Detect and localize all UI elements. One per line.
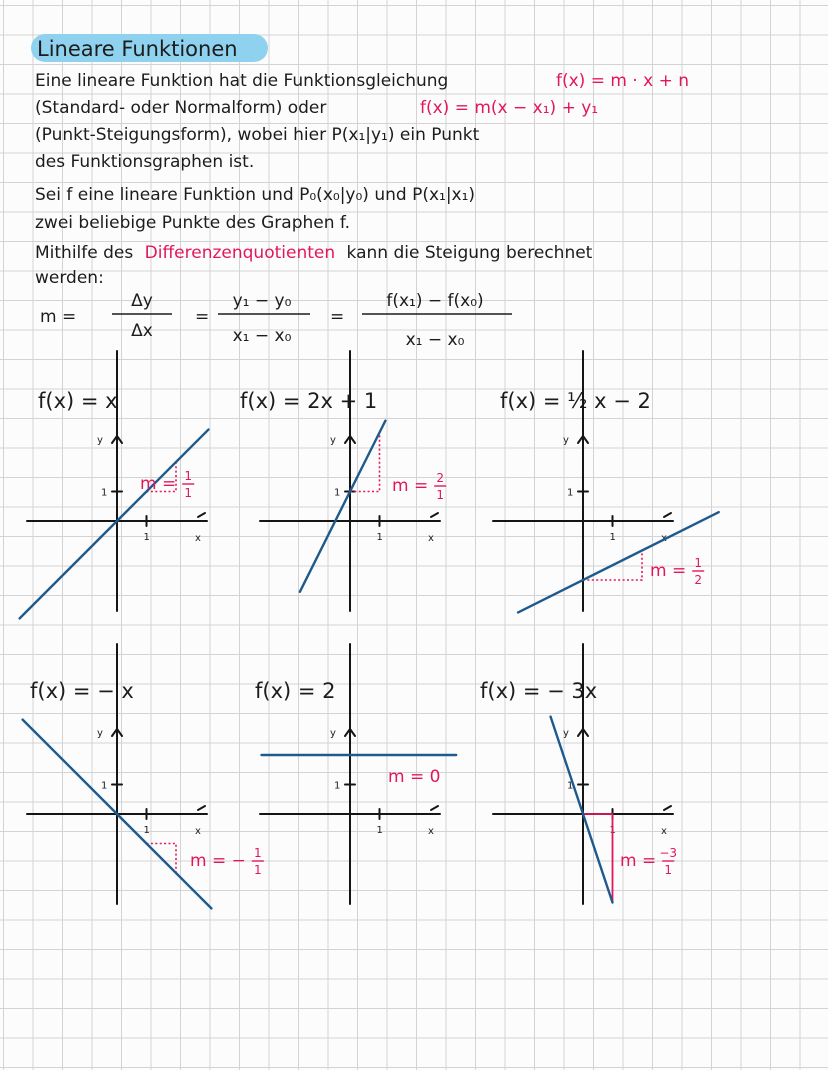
x-arrow-icon [664,806,671,810]
function-line [518,512,719,612]
x-arrow-icon [431,806,438,810]
x-axis-label: x [428,533,434,544]
intro-line-8: werden: [35,268,104,288]
graph-4 [23,644,264,908]
graph-5 [255,644,456,904]
graph-3 [493,351,719,612]
y-axis-label: y [330,435,336,446]
slope-label: m = [392,476,429,496]
x-axis-label: x [428,826,434,837]
y-tick-label: 1 [567,487,574,499]
y-tick-label: 1 [334,487,341,499]
graph-title: f(x) = 2 [255,679,336,703]
intro-line-4: des Funktionsgraphen ist. [35,152,255,172]
graph-title: f(x) = ½ x − 2 [500,389,651,413]
y-axis-label: y [97,435,103,446]
slope-numerator: 1 [254,846,262,860]
x-axis-label: x [661,826,667,837]
slope-denominator: 1 [254,863,262,877]
y-tick-label: 1 [101,487,108,499]
slope-label: m = 0 [388,767,441,787]
slope-label: m = − [190,851,246,871]
x-tick-label: 1 [376,532,383,543]
intro-line-1: Eine lineare Funktion hat die Funktionsgleichung [35,71,449,91]
slope-numerator: 1 [694,556,703,570]
x-axis-label: x [195,826,201,837]
x-arrow-icon [198,513,205,517]
intro-line-7-start: Mithilfe des [35,243,134,263]
intro-line-6: zwei beliebige Punkte des Graphen f. [35,213,351,233]
graph-2 [240,351,446,611]
slope-label: m = [140,474,177,494]
formula-den-1: Δx [131,321,153,341]
slope-denominator: 2 [694,573,703,587]
graph-title: f(x) = − x [30,679,134,703]
x-arrow-icon [198,806,205,810]
x-tick-label: 1 [609,825,616,836]
formula-den-2: x₁ − x₀ [232,326,292,346]
slope-label: m = [650,561,687,581]
intro-line-3: (Punkt-Steigungsform), wobei hier P(x₁|y₁) ein Punkt [35,125,480,145]
x-axis-label: x [195,533,201,544]
graph-6 [480,644,677,904]
formula-num-2: y₁ − y₀ [232,291,292,311]
formula-eq-3: = [330,307,345,327]
x-tick-label: 1 [609,532,616,543]
slope-numerator: 1 [184,469,193,483]
intro-text [35,71,689,288]
formula-m: m = [40,307,77,327]
x-tick-label: 1 [143,825,150,836]
formula-num-3: f(x₁) − f(x₀) [386,291,484,311]
slope-numerator: −3 [659,846,678,860]
difference-quotient-formula [40,291,512,350]
slope-numerator: 2 [436,471,445,485]
y-axis-label: y [97,728,103,739]
intro-line-7 [35,243,593,263]
x-arrow-icon [431,513,438,517]
y-tick-label: 1 [334,780,341,792]
x-tick-label: 1 [376,825,383,836]
function-line [20,430,209,619]
y-axis-label: y [563,435,569,446]
intro-line-7-end: kann die Steigung berechnet [346,243,593,263]
formula-eq-2: = [195,307,210,327]
graph-title: f(x) = − 3x [480,679,598,703]
graph-1 [20,351,209,618]
formula-num-1: Δy [131,291,153,311]
formula-den-3: x₁ − x₀ [405,330,465,350]
x-arrow-icon [664,513,671,517]
y-axis-label: y [330,728,336,739]
point-slope-formula: f(x) = m(x − x₁) + y₁ [420,98,599,118]
page-title: Lineare Funktionen [37,37,238,61]
intro-line-2: (Standard- oder Normalform) oder [35,98,327,118]
y-axis-label: y [563,728,569,739]
y-tick-label: 1 [101,780,108,792]
y-tick-label: 1 [567,780,574,792]
graph-title: f(x) = 2x + 1 [240,389,378,413]
x-tick-label: 1 [143,532,150,543]
slope-denominator: 1 [184,486,193,500]
slope-label: m = [620,851,657,871]
slope-denominator: 1 [664,863,673,877]
x-axis-label: x [661,533,667,544]
intro-line-5: Sei f eine lineare Funktion und P₀(x₀|y₀) und P(x₁|x₁) [35,185,476,205]
graph-title: f(x) = x [38,389,118,413]
function-line [551,717,613,903]
slope-denominator: 1 [436,488,445,502]
graphs-area [20,351,719,908]
difference-quotient-term: Differenzenquotienten [144,243,336,263]
normal-form-formula: f(x) = m · x + n [556,71,690,91]
function-line [300,421,386,592]
